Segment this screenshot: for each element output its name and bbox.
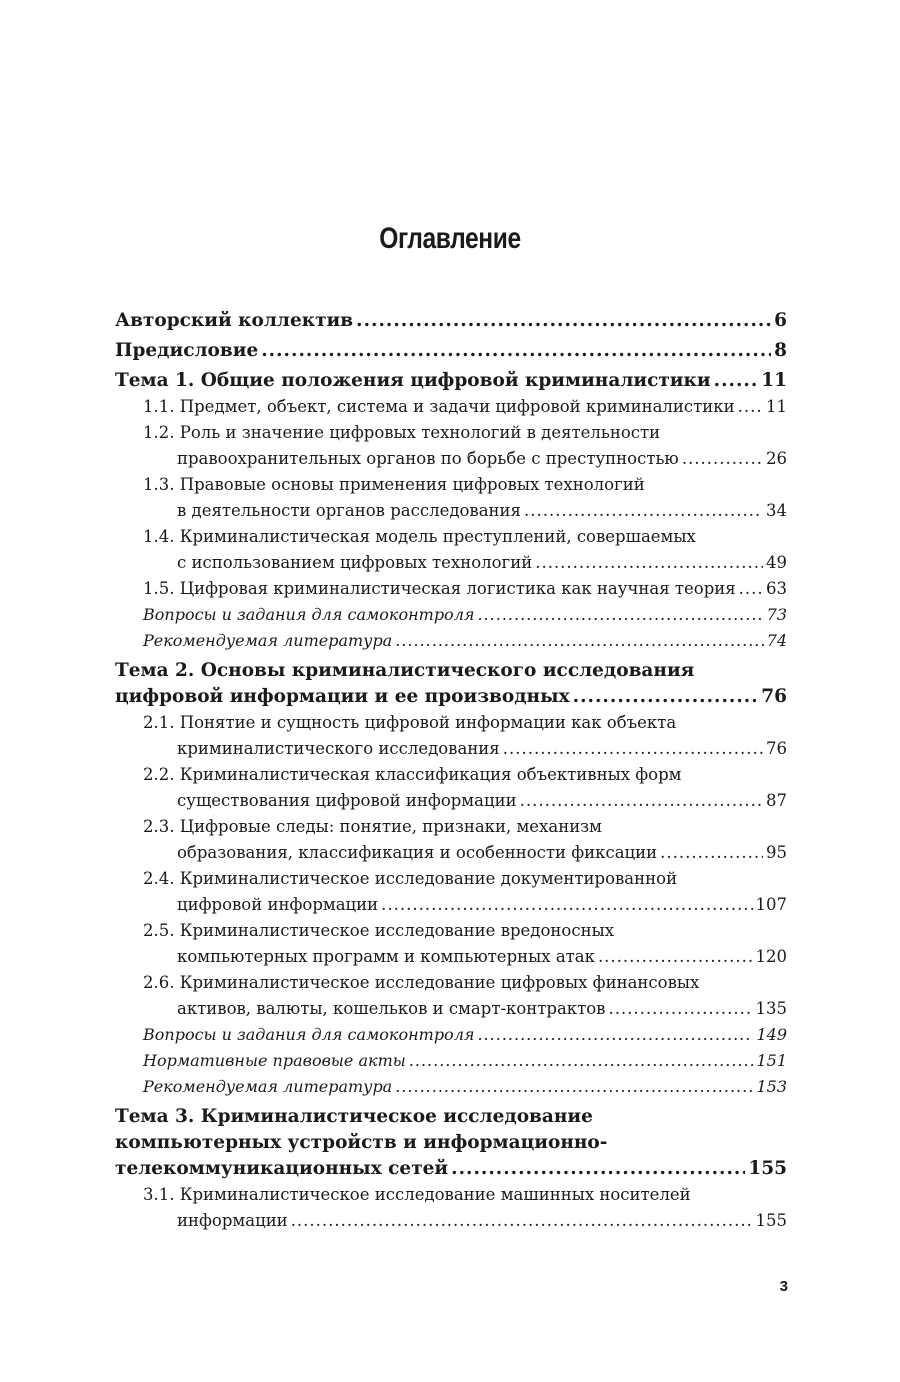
leader-dots bbox=[608, 996, 752, 1022]
entry-title: Предисловие bbox=[115, 340, 259, 361]
entry-title-line-1: 3.1. Криминалистическое исследование машинных носителей bbox=[143, 1185, 691, 1204]
page-ref: 135 bbox=[755, 999, 787, 1018]
leader-dots bbox=[573, 684, 759, 710]
page-ref: 155 bbox=[755, 1211, 787, 1230]
toc-entry-3-1[interactable] bbox=[115, 1182, 787, 1234]
toc-entry-2-5[interactable] bbox=[115, 918, 787, 970]
page-ref: 6 bbox=[774, 310, 787, 331]
entry-title-line-1: 1.2. Роль и значение цифровых технологий в деятельности bbox=[143, 423, 661, 442]
entry-title-line-2: компьютерных устройств и информационно- bbox=[115, 1132, 608, 1153]
page-ref: 120 bbox=[755, 947, 787, 966]
entry-title-line-2: криминалистического исследования bbox=[177, 739, 500, 758]
entry-title: Тема 1. Общие положения цифровой криминалистики bbox=[115, 370, 711, 391]
page-ref: 34 bbox=[766, 501, 787, 520]
toc-entry-1-3[interactable] bbox=[115, 472, 787, 524]
leader-dots bbox=[477, 1022, 753, 1048]
entry-title-line-1: 2.6. Криминалистическое исследование цифровых финансовых bbox=[143, 973, 700, 992]
entry-title-line-2: цифровой информации bbox=[177, 895, 379, 914]
leader-dots bbox=[395, 628, 763, 654]
toc-entry-preface[interactable] bbox=[115, 338, 787, 364]
entry-title: Рекомендуемая литература bbox=[143, 1077, 393, 1096]
toc-entry-literature-1[interactable] bbox=[115, 628, 787, 654]
leader-dots bbox=[409, 1048, 754, 1074]
entry-title: 1.1. Предмет, объект, система и задачи цифровой криминалистики bbox=[143, 397, 735, 416]
toc-entry-topic-3[interactable] bbox=[115, 1104, 787, 1182]
entry-title-line-1: 2.4. Криминалистическое исследование документированной bbox=[143, 869, 678, 888]
leader-dots bbox=[738, 394, 763, 420]
page-ref: 87 bbox=[766, 791, 787, 810]
entry-title-line-2: образования, классификация и особенности фиксации bbox=[177, 843, 658, 862]
entry-title-line-1: 2.2. Криминалистическая классификация объективных форм bbox=[143, 765, 682, 784]
toc-entry-legal-acts-2[interactable] bbox=[115, 1048, 787, 1074]
page-ref: 74 bbox=[766, 631, 787, 650]
leader-dots bbox=[660, 840, 763, 866]
leader-dots bbox=[291, 1208, 753, 1234]
leader-dots bbox=[477, 602, 763, 628]
toc-entry-authors[interactable] bbox=[115, 308, 787, 334]
entry-title-line-2: информации bbox=[177, 1211, 288, 1230]
toc-entry-1-1[interactable] bbox=[115, 394, 787, 420]
entry-title-line-2: цифровой информации и ее производных bbox=[115, 686, 570, 707]
leader-dots bbox=[598, 944, 753, 970]
entry-title-line-2: в деятельности органов расследования bbox=[177, 501, 521, 520]
page-number: 3 bbox=[779, 1278, 788, 1295]
entry-title-line-1: 1.4. Криминалистическая модель преступлений, совершаемых bbox=[143, 527, 696, 546]
entry-title: 1.5. Цифровая криминалистическая логистика как научная теория bbox=[143, 579, 736, 598]
toc-entry-1-4[interactable] bbox=[115, 524, 787, 576]
entry-title: Нормативные правовые акты bbox=[143, 1051, 406, 1070]
page-ref: 155 bbox=[748, 1158, 787, 1179]
leader-dots bbox=[682, 446, 763, 472]
toc-entry-topic-1[interactable] bbox=[115, 368, 787, 394]
entry-title-line-2: правоохранительных органов по борьбе с преступностью bbox=[177, 449, 679, 468]
toc-entry-2-3[interactable] bbox=[115, 814, 787, 866]
toc-entry-literature-2[interactable] bbox=[115, 1074, 787, 1100]
leader-dots bbox=[261, 338, 771, 364]
page-ref: 107 bbox=[755, 895, 787, 914]
page-ref: 26 bbox=[766, 449, 787, 468]
entry-title: Вопросы и задания для самоконтроля bbox=[143, 605, 475, 624]
entry-title-line-1: 2.5. Криминалистическое исследование вредоносных bbox=[143, 921, 615, 940]
entry-title-line-2: компьютерных программ и компьютерных атак bbox=[177, 947, 595, 966]
leader-dots bbox=[535, 550, 763, 576]
page-ref: 153 bbox=[756, 1077, 787, 1096]
entry-title-line-1: 2.1. Понятие и сущность цифровой информации как объекта bbox=[143, 713, 677, 732]
leader-dots bbox=[395, 1074, 753, 1100]
leader-dots bbox=[381, 892, 752, 918]
page-ref: 63 bbox=[766, 579, 787, 598]
leader-dots bbox=[451, 1156, 745, 1182]
toc-entry-1-5[interactable] bbox=[115, 576, 787, 602]
toc-entry-questions-2[interactable] bbox=[115, 1022, 787, 1048]
leader-dots bbox=[520, 788, 763, 814]
page-ref: 11 bbox=[761, 370, 787, 391]
page-ref: 76 bbox=[766, 739, 787, 758]
entry-title-line-2: активов, валюты, кошельков и смарт-контрактов bbox=[177, 999, 606, 1018]
leader-dots bbox=[524, 498, 763, 524]
entry-title-line-1: Тема 3. Криминалистическое исследование bbox=[115, 1106, 593, 1127]
page-ref: 73 bbox=[766, 605, 787, 624]
toc-entry-2-4[interactable] bbox=[115, 866, 787, 918]
entry-title-line-3: телекоммуникационных сетей bbox=[115, 1158, 449, 1179]
entry-title-line-2: существования цифровой информации bbox=[177, 791, 517, 810]
entry-title-line-2: с использованием цифровых технологий bbox=[177, 553, 533, 572]
entry-title: Рекомендуемая литература bbox=[143, 631, 393, 650]
toc-entry-questions-1[interactable] bbox=[115, 602, 787, 628]
page-ref: 49 bbox=[766, 553, 787, 572]
entry-title-line-1: 2.3. Цифровые следы: понятие, признаки, механизм bbox=[143, 817, 603, 836]
entry-title: Вопросы и задания для самоконтроля bbox=[143, 1025, 475, 1044]
page-ref: 149 bbox=[756, 1025, 787, 1044]
page-ref: 8 bbox=[774, 340, 787, 361]
entry-title-line-1: Тема 2. Основы криминалистического исследования bbox=[115, 660, 695, 681]
page-ref: 76 bbox=[761, 686, 787, 707]
page-ref: 95 bbox=[766, 843, 787, 862]
page-ref: 151 bbox=[756, 1051, 787, 1070]
leader-dots bbox=[356, 308, 771, 334]
page-ref: 11 bbox=[766, 397, 787, 416]
table-of-contents bbox=[115, 308, 787, 1234]
toc-entry-2-1[interactable] bbox=[115, 710, 787, 762]
page-title: Оглавление bbox=[379, 222, 521, 255]
entry-title-line-1: 1.3. Правовые основы применения цифровых технологий bbox=[143, 475, 645, 494]
toc-entry-1-2[interactable] bbox=[115, 420, 787, 472]
entry-title: Авторский коллектив bbox=[115, 310, 354, 331]
toc-entry-2-6[interactable] bbox=[115, 970, 787, 1022]
toc-entry-2-2[interactable] bbox=[115, 762, 787, 814]
leader-dots bbox=[503, 736, 763, 762]
leader-dots bbox=[739, 576, 763, 602]
leader-dots bbox=[714, 368, 759, 394]
toc-entry-topic-2[interactable] bbox=[115, 658, 787, 710]
